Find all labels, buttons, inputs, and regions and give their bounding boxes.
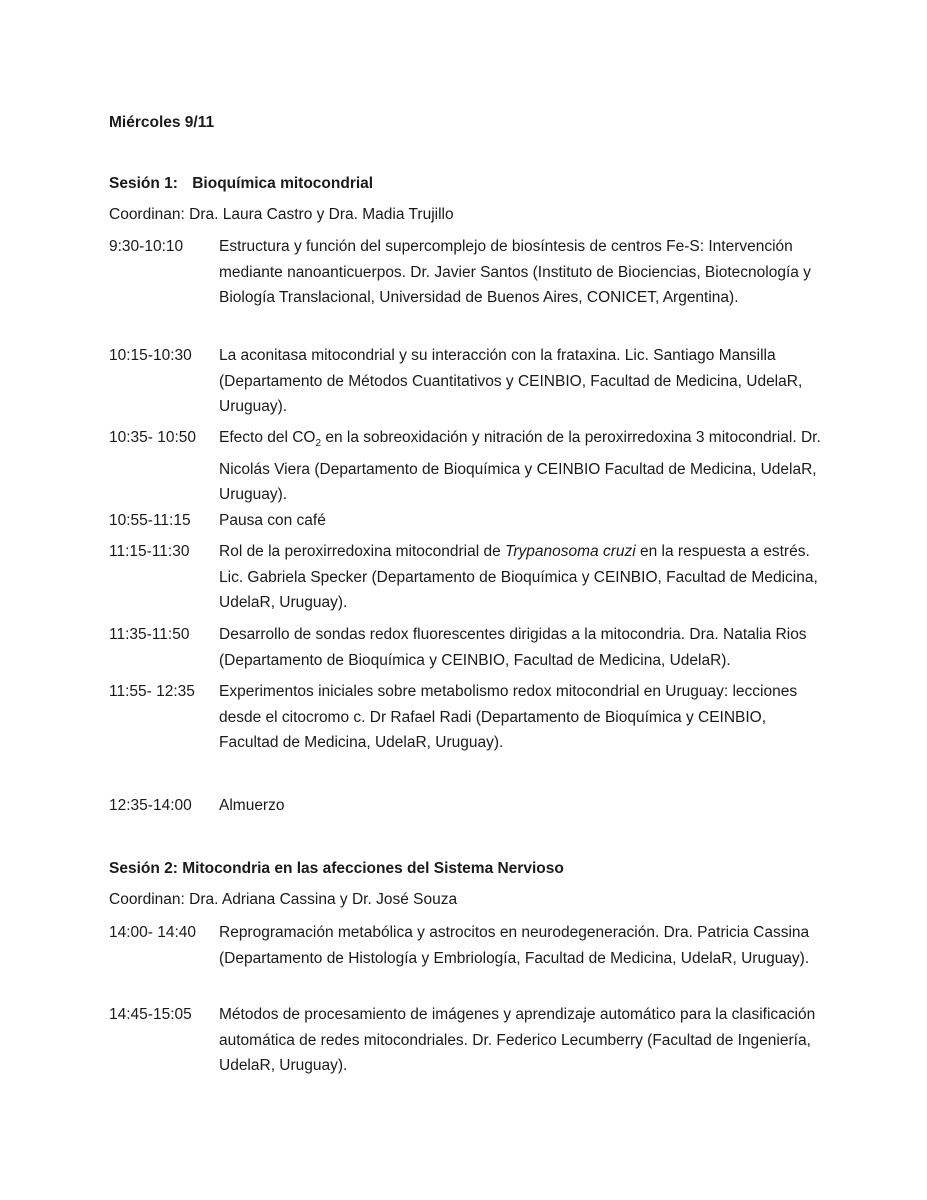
schedule-item	[109, 622, 824, 673]
schedule-description	[219, 539, 824, 616]
session-2-coordinators: Coordinan: Dra. Adriana Cassina y Dr. José Souza	[109, 891, 458, 908]
session-1-label: Sesión 1:	[109, 175, 178, 192]
schedule-item	[109, 425, 824, 508]
schedule-time: 10:35- 10:50	[109, 429, 197, 446]
schedule-description: Reprogramación metabólica y astrocitos en neurodegeneración. Dra. Patricia Cassina (Departamento de Histología y Embriología, Facultad de Medicina, UdelaR, Uruguay).	[219, 924, 810, 967]
schedule-description: Experimentos iniciales sobre metabolismo redox mitocondrial en Uruguay: lecciones desde el citocromo c. Dr Rafael Radi (Departamento de Bioquímica y CEINBIO, Facultad de Medicina, UdelaR, Uruguay).	[219, 683, 798, 751]
schedule-time: 14:00- 14:40	[109, 924, 197, 941]
schedule-time: 12:35-14:00	[109, 797, 192, 814]
description-part: en la respuesta a estrés. Lic. Gabriela Specker (Departamento de Bioquímica y CEINBIO, Facultad de Medicina, UdelaR, Uruguay).	[219, 543, 818, 611]
session-2-title: Sesión 2: Mitocondria en las afecciones del Sistema Nervioso	[109, 860, 564, 877]
schedule-description: Estructura y función del supercomplejo de biosíntesis de centros Fe-S: Intervención mediante nanoanticuerpos. Dr. Javier Santos (Instituto de Biociencias, Biotecnología y Biología Translacional, Universidad de Buenos Aires, CONICET, Argentina).	[219, 238, 811, 306]
schedule-item	[109, 793, 824, 819]
subscript-2: 2	[315, 438, 322, 450]
schedule-description: Almuerzo	[219, 797, 285, 814]
schedule-description	[219, 425, 824, 508]
schedule-time: 11:55- 12:35	[109, 683, 195, 700]
schedule-item	[109, 920, 824, 971]
description-part: en la sobreoxidación y nitración de la peroxirredoxina 3 mitocondrial. Dr. Nicolás Viera (Departamento de Bioquímica y CEINBIO Facultad de Medicina, UdelaR, Uruguay).	[219, 429, 821, 504]
schedule-description: Métodos de procesamiento de imágenes y aprendizaje automático para la clasificación automática de redes mitocondriales. Dr. Federico Lecumberry (Facultad de Ingeniería, UdelaR, Uruguay).	[219, 1006, 816, 1074]
schedule-description: La aconitasa mitocondrial y su interacción con la frataxina. Lic. Santiago Mansilla (Departamento de Métodos Cuantitativos y CEINBIO, Facultad de Medicina, UdelaR, Uruguay).	[219, 347, 803, 415]
session-1-title	[109, 175, 373, 193]
schedule-description: Desarrollo de sondas redox fluorescentes dirigidas a la mitocondria. Dra. Natalia Rios (Departamento de Bioquímica y CEINBIO, Facultad de Medicina, UdelaR).	[219, 626, 807, 669]
schedule-item	[109, 1002, 824, 1079]
description-part: Rol de la peroxirredoxina mitocondrial de	[219, 543, 506, 560]
schedule-time: 11:35-11:50	[109, 626, 190, 643]
session-1-name: Bioquímica mitocondrial	[192, 175, 374, 192]
schedule-time: 10:55-11:15	[109, 512, 191, 529]
schedule-time: 10:15-10:30	[109, 347, 192, 364]
schedule-description: Pausa con café	[219, 512, 326, 529]
schedule-item	[109, 539, 824, 616]
description-part: Efecto del CO	[219, 429, 316, 446]
schedule-item	[109, 679, 824, 756]
session-1-coordinators: Coordinan: Dra. Laura Castro y Dra. Madia Trujillo	[109, 206, 454, 223]
day-heading: Miércoles 9/11	[109, 114, 215, 131]
schedule-time: 11:15-11:30	[109, 543, 190, 560]
species-name: Trypanosoma cruzi	[505, 543, 636, 560]
schedule-time: 14:45-15:05	[109, 1006, 192, 1023]
schedule-time: 9:30-10:10	[109, 238, 184, 255]
schedule-item	[109, 508, 824, 534]
schedule-item	[109, 234, 824, 311]
schedule-item	[109, 343, 824, 420]
